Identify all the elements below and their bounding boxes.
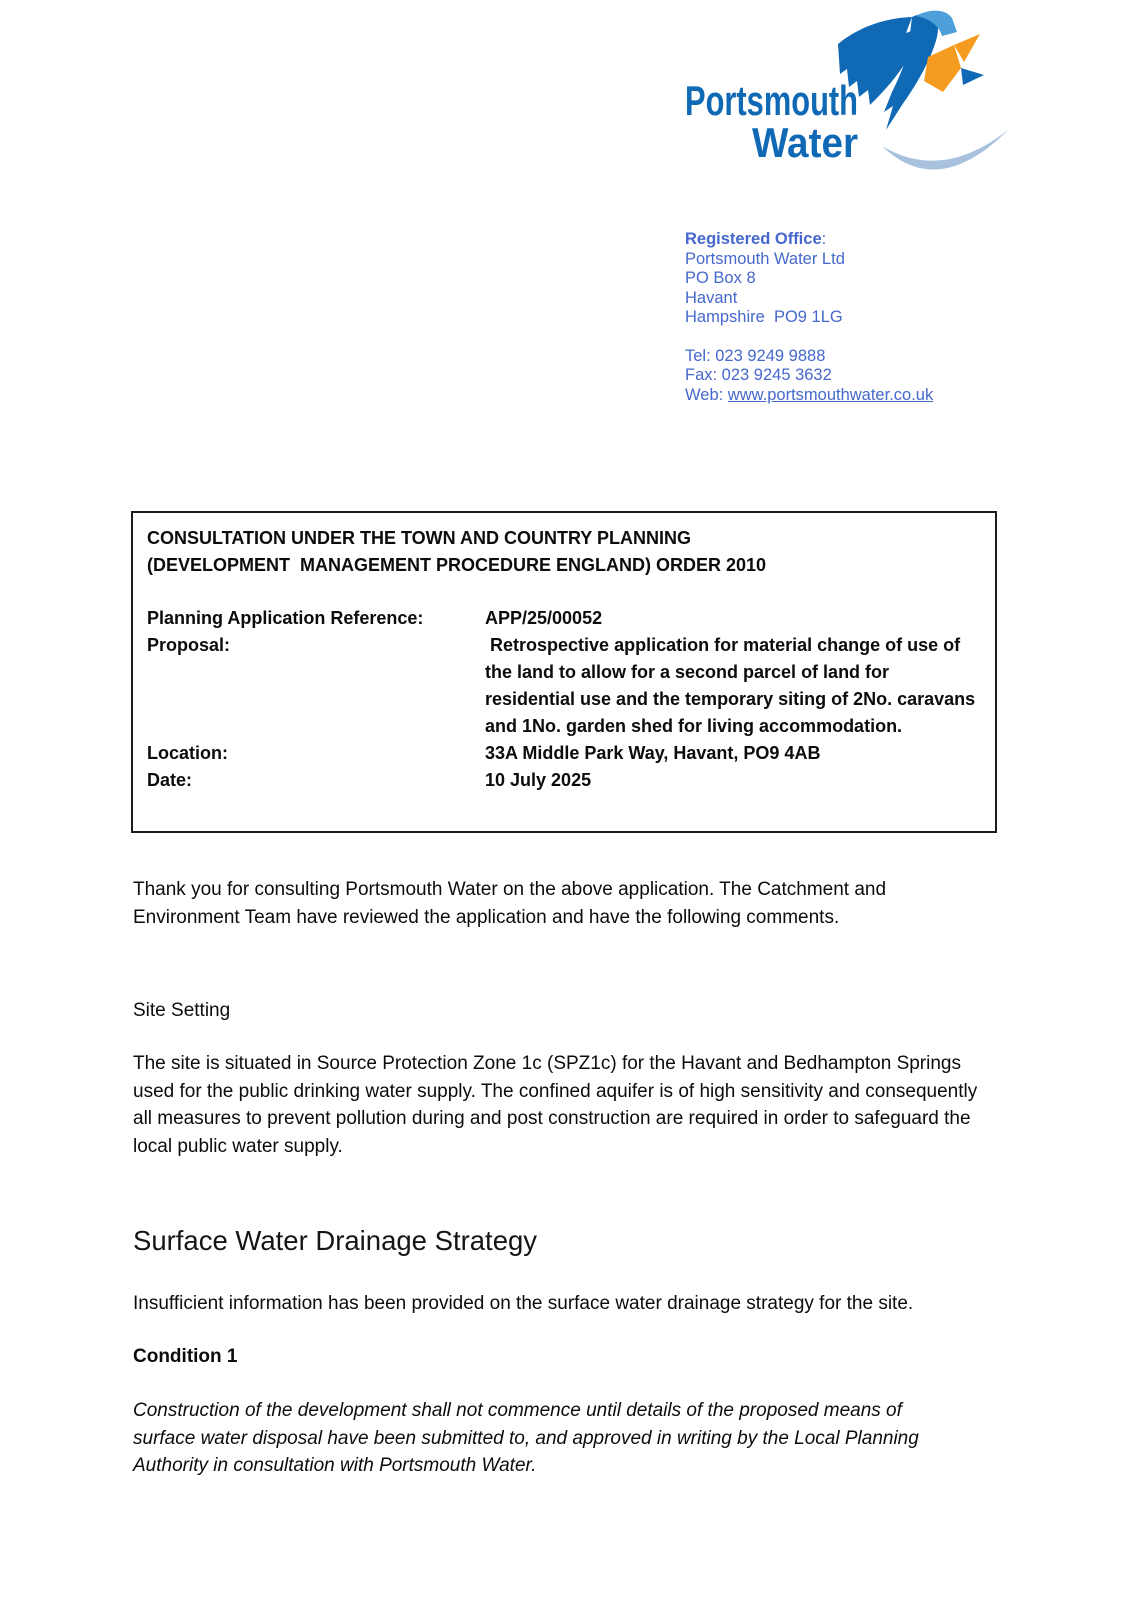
field-row-reference	[147, 605, 983, 632]
intro-paragraph: Thank you for consulting Portsmouth Water on the above application. The Catchment and Environment Team have reviewed the application and have the following comments.	[133, 879, 887, 928]
portsmouth-water-logo	[680, 6, 1010, 198]
date-value: 10 July 2025	[485, 770, 592, 790]
registered-office-heading: Registered Office:	[685, 230, 827, 248]
reference-value: APP/25/00052	[485, 608, 603, 628]
field-row-location	[147, 740, 983, 767]
reference-label: Planning Application Reference:	[147, 608, 424, 628]
wave-swoosh-icon	[882, 130, 1008, 170]
site-setting-paragraph: The site is situated in Source Protection Zone 1c (SPZ1c) for the Havant and Bedhampton Springs used for the public drinking water supply. The confined aquifer is of high sensitivity and consequently all measures to prevent pollution during and post construction are required in order to safeguard the local public water supply.	[133, 1053, 978, 1157]
field-row-date	[147, 767, 983, 794]
address-line-company: Portsmouth Water Ltd	[685, 249, 845, 268]
site-setting-heading: Site Setting	[133, 1000, 231, 1021]
field-row-proposal	[147, 632, 983, 740]
address-line-town: Havant	[685, 288, 738, 307]
drainage-strategy-heading: Surface Water Drainage Strategy	[133, 1225, 538, 1256]
logo-text-portsmouth: Portsmouth	[685, 77, 858, 124]
proposal-value: Retrospective application for material change of use of the land to allow for a second parcel of land for residential use and the temporary siting of 2No. caravans and 1No. garden shed for living accommodation.	[485, 635, 981, 736]
location-label: Location:	[147, 743, 228, 763]
consultation-box	[131, 511, 997, 833]
website-link[interactable]: www.portsmouthwater.co.uk	[727, 385, 934, 404]
address-line-pobox: PO Box 8	[685, 269, 756, 287]
location-value: 33A Middle Park Way, Havant, PO9 4AB	[485, 743, 821, 763]
address-line-county-postcode: Hampshire PO9 1LG	[685, 308, 843, 326]
consultation-title-line1: CONSULTATION UNDER THE TOWN AND COUNTRY PLANNING	[147, 528, 691, 548]
condition-1-heading: Condition 1	[133, 1346, 238, 1367]
registered-office-block	[685, 230, 933, 405]
web-line: Web: www.portsmouthwater.co.uk	[685, 385, 934, 404]
proposal-label: Proposal:	[147, 635, 231, 655]
consultation-box-title	[147, 525, 983, 579]
fax-line: Fax: 023 9245 3632	[685, 366, 832, 384]
logo-text-water: Water	[752, 119, 858, 166]
consultation-fields	[147, 605, 983, 794]
condition-1-paragraph: Construction of the development shall not commence until details of the proposed means of surface water disposal have been submitted to, and approved in writing by the Local Planning Authority in consultation with Portsmouth Water.	[133, 1400, 919, 1476]
logo-wordmark	[685, 77, 858, 166]
consultation-title-line2: (DEVELOPMENT MANAGEMENT PROCEDURE ENGLAND) ORDER 2010	[147, 555, 767, 575]
kingfisher-icon	[838, 11, 984, 130]
drainage-strategy-paragraph: Insufficient information has been provided on the surface water drainage strategy for the site.	[133, 1293, 914, 1314]
tel-line: Tel: 023 9249 9888	[685, 346, 826, 365]
date-label: Date:	[147, 770, 193, 790]
